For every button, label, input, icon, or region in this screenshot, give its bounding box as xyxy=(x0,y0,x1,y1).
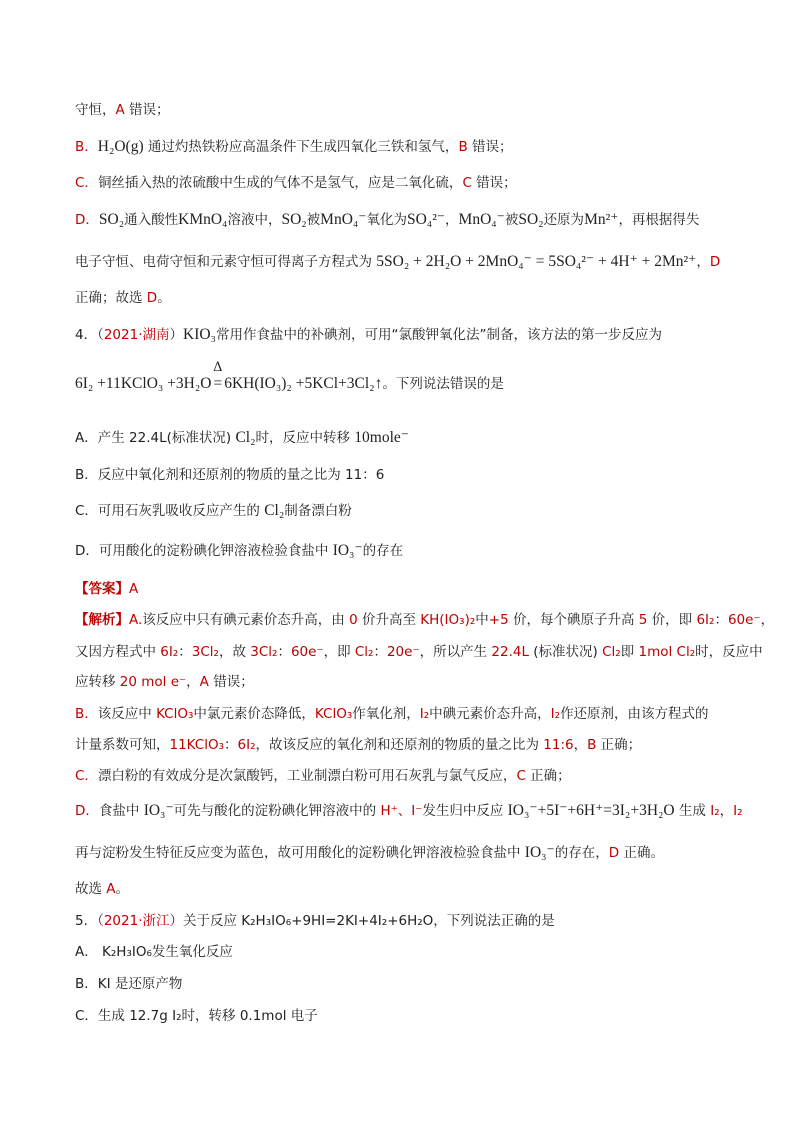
text-run: 20 mol e⁻ xyxy=(119,674,187,690)
text-run: ）关于反应 K₂H₃IO₆+9HI=2KI+4I₂+6H₂O，下列说法正确的是 xyxy=(169,913,555,929)
text-run: ，即 xyxy=(323,644,355,660)
text-run: 该反应中只有碘元素价态升高，由 xyxy=(142,612,350,628)
q4-analysis-line-5 xyxy=(75,735,641,755)
text-run: 价，即 xyxy=(647,612,697,628)
q4-answer xyxy=(75,579,138,599)
text-run: 该反应中 xyxy=(97,706,157,722)
text-run: 正确；故选 xyxy=(75,290,147,306)
text-run: 6I₂ xyxy=(160,644,179,660)
text-run: 3Cl₂ xyxy=(250,644,278,660)
text-run: 漂白粉的有效成分是次氯酸钙，工业制漂白粉可用石灰乳与氯气反应， xyxy=(97,768,517,784)
text-run: A xyxy=(129,581,139,597)
text-run: I₂ xyxy=(550,706,561,722)
q5-option-b xyxy=(75,974,182,994)
q4-analysis-line-6 xyxy=(75,766,571,786)
q4-option-b xyxy=(75,465,384,485)
text-run: 。下列说法错误的是 xyxy=(382,376,504,392)
text-run: +5 xyxy=(488,612,509,628)
text-run: 【答案】 xyxy=(75,581,129,597)
text-run: 0 xyxy=(349,612,358,628)
chemical-formula: SO₂ xyxy=(281,211,307,228)
q4-option-c xyxy=(75,501,352,521)
chemical-formula: MnO₄⁻ xyxy=(458,211,505,228)
text-run: B．反应中氧化剂和还原剂的物质的量之比为 11：6 xyxy=(75,467,385,483)
text-run: 生成 xyxy=(674,803,711,819)
text-run: ，故该反应的氧化剂和还原剂的物质的量之比为 xyxy=(255,737,544,753)
text-run: ） xyxy=(169,327,183,343)
text-run: C xyxy=(462,175,472,191)
chemical-formula: SO₂ xyxy=(98,211,125,228)
q3-analysis-line-3 xyxy=(75,173,517,193)
equals-sign: = xyxy=(213,375,223,392)
text-run: 22.4L xyxy=(491,644,529,660)
text-run: 1mol Cl₂ xyxy=(638,644,696,660)
text-run: 【解析】 xyxy=(75,612,129,628)
text-run: D． xyxy=(75,803,99,819)
q4-analysis-line-2 xyxy=(75,642,763,662)
q4-stem-line xyxy=(75,325,662,345)
text-run: 故选 xyxy=(75,881,107,897)
text-run: ，所以产生 xyxy=(419,644,492,660)
q3-analysis-line-5 xyxy=(75,252,720,272)
q3-analysis-line-1 xyxy=(75,100,170,120)
text-run: A xyxy=(115,102,125,118)
text-run: 计量系数可知， xyxy=(75,737,170,753)
text-run: 制备漂白粉 xyxy=(284,503,352,519)
text-run: D xyxy=(709,254,721,270)
text-run: B． xyxy=(75,706,98,722)
chemical-formula: Mn²⁺ xyxy=(584,211,619,228)
text-run: 正确； xyxy=(596,737,642,753)
text-run: D xyxy=(146,290,158,306)
text-run: 通过灼热铁粉应高温条件下生成四氧化三铁和氢气， xyxy=(143,139,459,155)
text-run: A．产生 22.4L(标准状况) xyxy=(75,430,236,446)
text-run: 中碘元素价态升高， xyxy=(429,706,551,722)
q4-analysis-line-1 xyxy=(75,610,774,630)
text-run: C． xyxy=(75,175,98,191)
chemical-formula: Cl₂ xyxy=(235,429,256,446)
text-run: 时，反应中 xyxy=(695,644,763,660)
chemical-formula: 10mole⁻ xyxy=(354,429,409,446)
text-run: 铜丝插入热的浓硫酸中生成的气体不是氢气，应是二氧化硫， xyxy=(97,175,463,191)
text-run: B xyxy=(458,139,468,155)
text-run: 中氯元素价态降低， xyxy=(193,706,315,722)
q3-analysis-line-2 xyxy=(75,137,513,157)
text-run: 4．（ xyxy=(75,327,104,343)
text-run: D．可用酸化的淀粉碘化钾溶液检验食盐中 xyxy=(75,543,333,559)
q4-option-d xyxy=(75,541,403,561)
text-run: KClO₃ xyxy=(156,706,194,722)
heating-delta-symbol: Δ xyxy=(213,360,223,375)
q4-analysis-line-9 xyxy=(75,879,129,899)
chemical-formula: IO₃⁻ xyxy=(524,844,555,861)
text-run: ，再根据得失 xyxy=(618,212,700,228)
text-run: Cl₂ xyxy=(354,644,374,660)
text-run: A. xyxy=(129,612,143,628)
text-run: 20e⁻ xyxy=(386,644,420,660)
text-run: 。 xyxy=(157,290,171,306)
text-run: 即 xyxy=(620,644,639,660)
text-run: A xyxy=(106,881,116,897)
text-run: 守恒， xyxy=(75,102,116,118)
chemical-formula: Cl₂ xyxy=(264,502,285,519)
text-run: ： xyxy=(178,644,192,660)
q5-option-a xyxy=(75,942,233,962)
text-run: 6I₂ xyxy=(237,737,256,753)
text-run: 又因方程式中 xyxy=(75,644,161,660)
text-run: 错误； xyxy=(471,175,517,191)
text-run: 氧化为 xyxy=(366,212,407,228)
text-run: C．可用石灰乳吸收反应产生的 xyxy=(75,503,265,519)
text-run: 发生归中反应 xyxy=(422,803,508,819)
text-run: 错误； xyxy=(124,102,170,118)
text-run: H⁺、I⁻ xyxy=(380,803,423,819)
chemical-formula: 5SO₂ + 2H₂O + 2MnO₄⁻ = 5SO₄²⁻ + 4H⁺ + 2Mn²⁺ xyxy=(376,253,697,270)
text-run: 的存在， xyxy=(554,845,609,861)
q3-analysis-line-4 xyxy=(75,210,699,230)
text-run: 可先与酸化的淀粉碘化钾溶液中的 xyxy=(173,803,381,819)
chemical-formula: IO₃⁻+5I⁻+6H⁺=3I₂+3H₂O xyxy=(507,802,675,819)
text-run: ： xyxy=(373,644,387,660)
text-run: 11KClO₃ xyxy=(169,737,225,753)
text-run: Cl₂ xyxy=(602,644,621,660)
chemical-formula: IO₃⁻ xyxy=(332,542,363,559)
text-run: C xyxy=(516,768,526,784)
text-run: ， xyxy=(696,254,710,270)
text-run: B xyxy=(587,737,597,753)
text-run: 被 xyxy=(504,212,519,228)
text-run: 应转移 xyxy=(75,674,120,690)
q4-reaction-equation xyxy=(75,360,504,394)
text-run: 食盐中 xyxy=(98,803,144,819)
text-run: ， xyxy=(445,212,459,228)
chemical-formula: KMnO₄ xyxy=(178,211,228,228)
text-run: ： xyxy=(277,644,291,660)
text-run: D xyxy=(608,845,620,861)
text-run: I₂ xyxy=(733,803,743,819)
chemical-formula: IO₃⁻ xyxy=(143,802,174,819)
text-run: I₂ xyxy=(419,706,430,722)
text-run: 错误； xyxy=(208,674,254,690)
text-run: KH(IO₃)₂ xyxy=(420,612,476,628)
text-run: 2021·湖南 xyxy=(103,327,170,343)
text-run: 正确； xyxy=(525,768,571,784)
text-run: 错误； xyxy=(467,139,513,155)
text-run: 2021·浙江 xyxy=(103,913,170,929)
text-run: I₂ xyxy=(710,803,720,819)
text-run: 60e⁻ xyxy=(290,644,324,660)
text-run: A xyxy=(199,674,209,690)
q3-analysis-line-6 xyxy=(75,288,171,308)
text-run: B． xyxy=(75,139,98,155)
chemical-formula: SO₂ xyxy=(518,211,544,228)
text-run: (标准状况) xyxy=(528,644,603,660)
chemical-formula: 6KH(IO₃)₂ +5KCl+3Cl₂↑ xyxy=(224,375,383,392)
text-run: ， xyxy=(760,612,775,628)
q4-analysis-line-3 xyxy=(75,672,254,692)
chemical-formula: MnO₄⁻ xyxy=(320,211,367,228)
chemical-formula: SO₄²⁻ xyxy=(406,211,446,228)
text-run: 再与淀粉发生特征反应变为蓝色，故可用酸化的淀粉碘化钾溶液检验食盐中 xyxy=(75,845,525,861)
q4-option-a xyxy=(75,428,409,448)
heating-condition-sign xyxy=(211,360,224,394)
text-run: 的存在 xyxy=(362,543,404,559)
q5-stem xyxy=(75,911,555,931)
chemical-formula: 6I₂ +11KClO₃ +3H₂O xyxy=(75,375,212,392)
text-run: C． xyxy=(75,768,98,784)
text-run: ，故 xyxy=(218,644,251,660)
text-run: C．生成 12.7g I₂时，转移 0.1mol 电子 xyxy=(75,1008,318,1024)
text-run: 被 xyxy=(306,212,321,228)
text-run: 。 xyxy=(115,881,130,897)
q4-analysis-line-4 xyxy=(75,704,709,724)
text-run: KClO₃ xyxy=(314,706,353,722)
chemical-formula: H₂O(g) xyxy=(97,138,144,155)
text-run: 还原为 xyxy=(543,212,585,228)
text-run: 常用作食盐中的补碘剂，可用“氯酸钾氧化法”制备，该方法的第一步反应为 xyxy=(215,327,662,343)
chemical-formula: KIO₃ xyxy=(183,326,216,343)
text-run: 电子守恒、电荷守恒和元素守恒可得离子方程式为 xyxy=(75,254,377,270)
q5-option-c xyxy=(75,1006,318,1026)
text-run: ： xyxy=(224,737,238,753)
text-run: 通入酸性 xyxy=(124,212,179,228)
text-run: 5．（ xyxy=(75,913,104,929)
text-run: ， xyxy=(573,737,588,753)
text-run: ， xyxy=(186,674,200,690)
text-run: 价升高至 xyxy=(357,612,421,628)
text-run: 11:6 xyxy=(543,737,574,753)
text-run: 作氧化剂， xyxy=(352,706,420,722)
text-run: 3Cl₂ xyxy=(191,644,219,660)
text-run: 价，每个碘原子升高 xyxy=(508,612,639,628)
text-run: 60e⁻ xyxy=(727,612,761,628)
text-run: B．KI 是还原产物 xyxy=(75,976,183,992)
text-run: ， xyxy=(719,803,734,819)
text-run: D． xyxy=(75,212,99,228)
text-run: 溶液中， xyxy=(227,212,282,228)
text-run: 中 xyxy=(475,612,489,628)
text-run: 正确。 xyxy=(619,845,664,861)
text-run: A． K₂H₃IO₆发生氧化反应 xyxy=(75,944,233,960)
text-run: 6I₂ xyxy=(696,612,715,628)
text-run: ： xyxy=(714,612,728,628)
q4-analysis-line-7 xyxy=(75,801,743,821)
text-run: 5 xyxy=(638,612,648,628)
q4-analysis-line-8 xyxy=(75,843,664,863)
text-run: 作还原剂，由该方程式的 xyxy=(560,706,709,722)
text-run: 时，反应中转移 xyxy=(255,430,355,446)
